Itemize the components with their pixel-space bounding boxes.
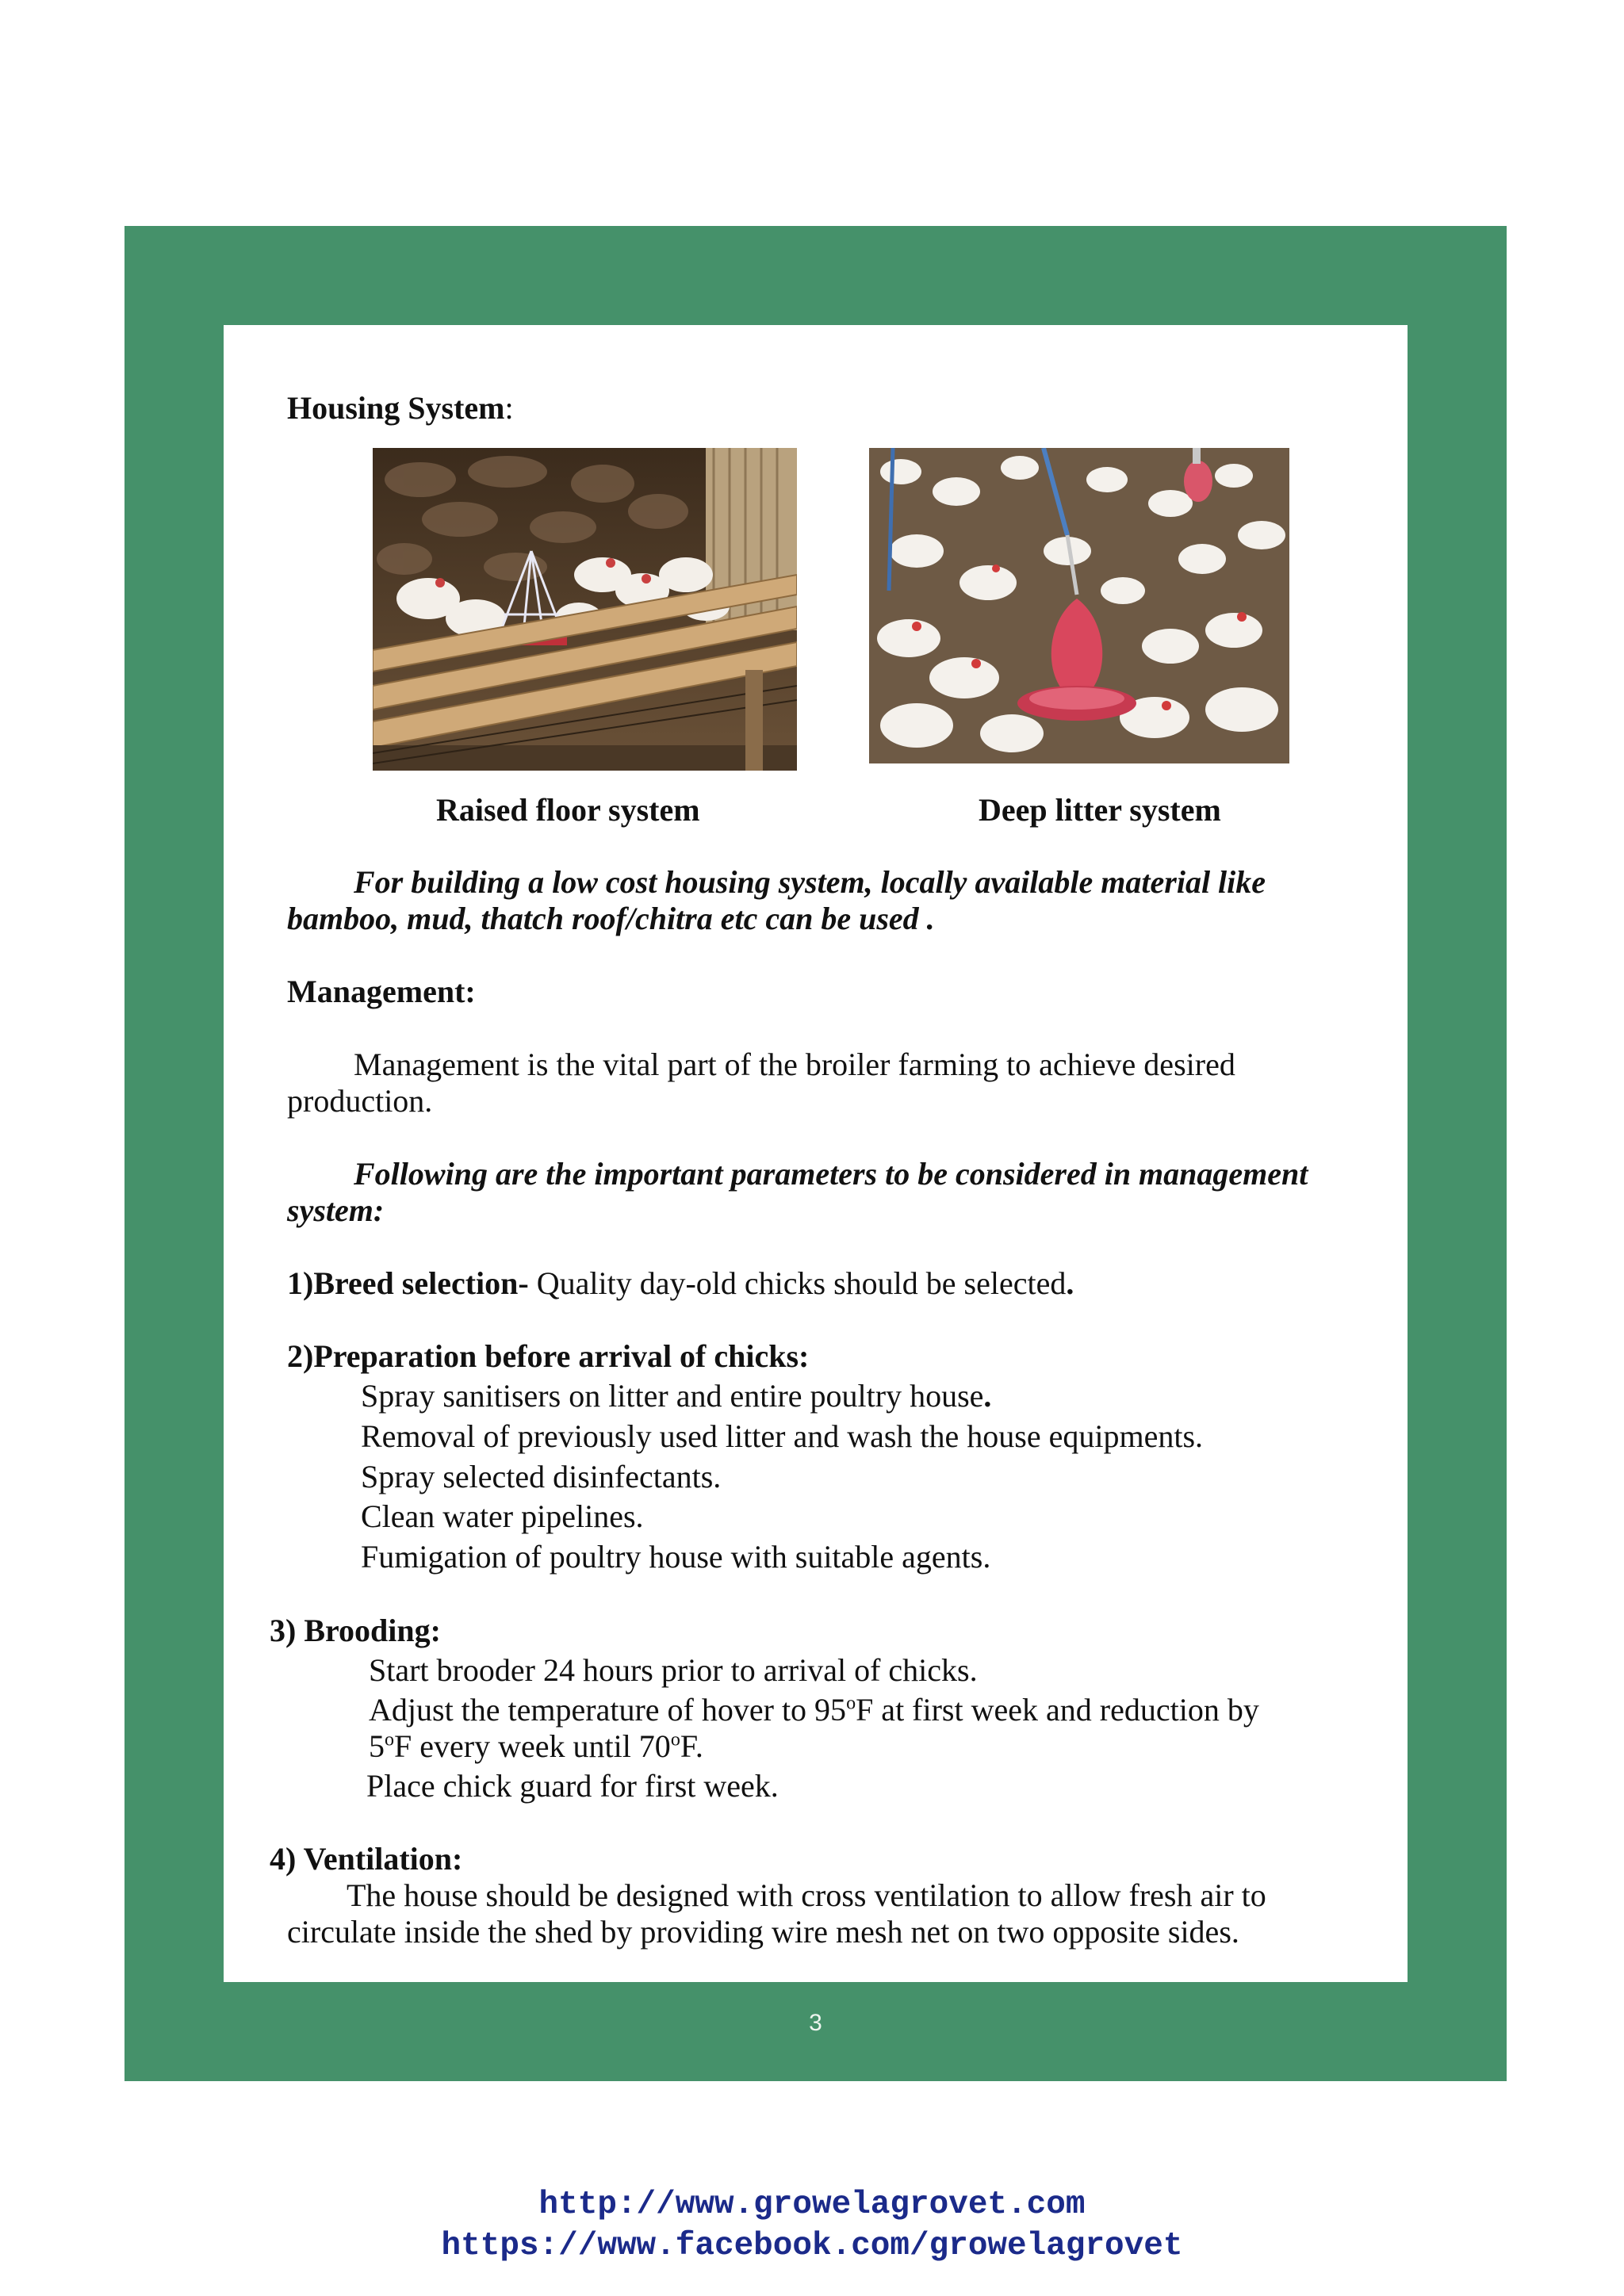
brooding-heading: 3) Brooding: [270,1613,441,1648]
parameters-intro-line1: Following are the important parameters to be considered in management [354,1156,1308,1192]
raised-floor-photo [373,448,797,771]
page-frame [124,226,1507,2081]
preparation-item: Spray selected disinfectants. [361,1459,722,1494]
housing-heading-text: Housing System [287,390,505,426]
breed-selection-label: 1)Breed selection- [287,1265,529,1301]
brooding-item: Start brooder 24 hours prior to arrival of chicks. [369,1652,978,1688]
parameters-intro-line2: system: [287,1192,385,1228]
caption-raised-floor: Raised floor system [436,792,700,828]
preparation-item [361,1376,991,1416]
degree-symbol: o [846,1693,856,1714]
brooding-temp-text-c: 5 [369,1728,385,1764]
content-sheet [224,325,1408,1982]
deep-litter-photo [869,448,1289,763]
preparation-item: Fumigation of poultry house with suitable agents. [361,1539,991,1575]
degree-symbol: o [670,1729,680,1751]
brooding-item-temperature-cont [369,1727,703,1766]
preparation-heading: 2)Preparation before arrival of chicks: [287,1338,810,1374]
brooding-item: Place chick guard for first week. [366,1768,779,1804]
low-cost-note-line1: For building a low cost housing system, locally available material like [354,864,1266,900]
low-cost-note-line2: bamboo, mud, thatch roof/chitra etc can be used . [287,901,935,936]
brooding-temp-text-d: F every week until 70 [394,1728,671,1764]
housing-heading [287,388,514,428]
management-heading: Management: [287,974,476,1009]
ventilation-heading: 4) Ventilation: [270,1841,463,1877]
breed-selection-text: Quality day-old chicks should be selected [528,1265,1067,1301]
website-link[interactable]: http://www.growelagrovet.com [538,2187,1086,2223]
ventilation-line2: circulate inside the shed by providing wire mesh net on two opposite sides. [287,1914,1239,1950]
brooding-item-temperature [369,1690,1259,1730]
preparation-item: Removal of previously used litter and wash the house equipments. [361,1418,1204,1454]
brooding-temp-text-e: F. [680,1728,703,1764]
deep-litter-illustration [869,448,1289,763]
brooding-temp-text-a: Adjust the temperature of hover to 95 [369,1692,847,1728]
ventilation-line1: The house should be designed with cross ventilation to allow fresh air to [347,1877,1266,1913]
brooding-temp-text-b: F at first week and reduction by [856,1692,1259,1728]
management-para-line1: Management is the vital part of the broiler farming to achieve desired [354,1047,1235,1082]
facebook-link[interactable]: https://www.facebook.com/growelagrovet [441,2228,1183,2264]
caption-deep-litter: Deep litter system [979,792,1221,828]
breed-selection [287,1264,1074,1303]
degree-symbol: o [385,1729,394,1751]
housing-heading-colon: : [504,390,514,426]
preparation-item-period: . [983,1378,992,1414]
breed-selection-period: . [1066,1265,1074,1301]
preparation-item: Clean water pipelines. [361,1498,644,1534]
raised-floor-illustration [373,448,797,771]
preparation-item-text: Spray sanitisers on litter and entire poultry house [361,1378,984,1414]
page-number: 3 [809,2010,822,2036]
management-para-line2: production. [287,1083,433,1119]
